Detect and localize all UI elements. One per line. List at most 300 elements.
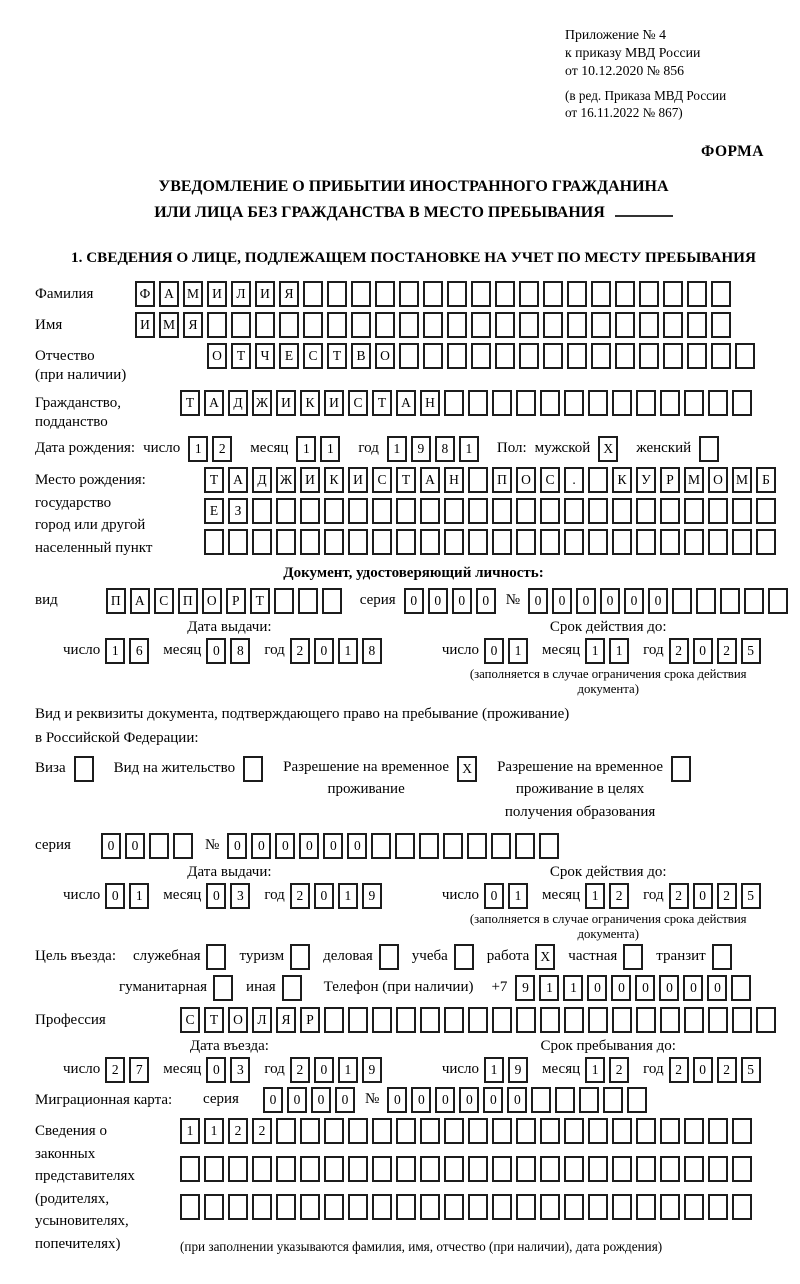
form-cell[interactable] [324,1194,344,1220]
form-cell[interactable]: И [255,281,275,307]
form-cell[interactable]: 0 [314,1057,334,1083]
form-cell[interactable]: 0 [484,638,504,664]
form-cell[interactable] [708,529,728,555]
form-cell[interactable] [324,1118,344,1144]
form-cell[interactable]: 2 [105,1057,125,1083]
form-cell[interactable]: 2 [290,1057,310,1083]
form-cell[interactable]: Т [372,390,392,416]
form-cell[interactable]: 0 [683,975,703,1001]
form-cell[interactable] [468,390,488,416]
form-cell[interactable]: 0 [624,588,644,614]
form-cell[interactable] [396,1156,416,1182]
form-cell[interactable] [207,312,227,338]
form-cell[interactable] [300,1194,320,1220]
form-cell[interactable]: 0 [552,588,572,614]
form-cell[interactable] [732,1194,752,1220]
form-cell[interactable] [252,1156,272,1182]
form-cell[interactable]: 9 [515,975,535,1001]
form-cell[interactable] [612,1156,632,1182]
form-cell[interactable]: 2 [290,883,310,909]
form-cell[interactable] [540,390,560,416]
form-cell[interactable] [300,529,320,555]
form-cell[interactable] [708,390,728,416]
form-cell[interactable] [322,588,342,614]
form-cell[interactable] [588,498,608,524]
form-cell[interactable] [372,1118,392,1144]
form-cell[interactable]: 0 [347,833,367,859]
form-cell[interactable] [564,1156,584,1182]
form-cell[interactable]: 2 [290,638,310,664]
form-cell[interactable] [492,529,512,555]
form-cell[interactable] [543,281,563,307]
form-cell[interactable] [372,1156,392,1182]
form-cell[interactable] [732,1007,752,1033]
form-cell[interactable]: 0 [476,588,496,614]
form-cell[interactable]: Т [250,588,270,614]
form-cell[interactable] [519,343,539,369]
form-cell[interactable] [396,1194,416,1220]
form-cell[interactable] [173,833,193,859]
form-cell[interactable] [696,588,716,614]
form-cell[interactable]: 1 [563,975,583,1001]
form-cell[interactable]: 0 [227,833,247,859]
form-cell[interactable] [540,1007,560,1033]
form-cell[interactable] [204,529,224,555]
form-cell[interactable] [423,281,443,307]
form-cell[interactable] [663,281,683,307]
form-cell[interactable] [636,529,656,555]
form-cell[interactable]: 5 [741,883,761,909]
form-cell[interactable] [228,529,248,555]
form-cell[interactable] [588,1007,608,1033]
form-cell[interactable]: 2 [669,883,689,909]
form-cell[interactable]: О [375,343,395,369]
form-cell[interactable] [684,1118,704,1144]
form-cell[interactable] [348,498,368,524]
form-cell[interactable]: М [159,312,179,338]
form-cell[interactable]: Ч [255,343,275,369]
form-cell[interactable] [228,1194,248,1220]
form-cell[interactable] [495,343,515,369]
form-cell[interactable]: И [135,312,155,338]
form-cell[interactable]: 0 [659,975,679,1001]
form-cell[interactable] [255,312,275,338]
form-cell[interactable]: 1 [585,1057,605,1083]
form-cell[interactable]: 0 [587,975,607,1001]
form-cell[interactable] [636,498,656,524]
form-cell[interactable] [732,1118,752,1144]
form-cell[interactable] [732,529,752,555]
form-cell[interactable]: Т [396,467,416,493]
form-cell[interactable] [372,498,392,524]
form-cell[interactable]: 0 [693,1057,713,1083]
form-cell[interactable] [564,390,584,416]
form-cell[interactable] [420,529,440,555]
form-cell[interactable] [276,498,296,524]
form-cell[interactable] [423,343,443,369]
form-cell[interactable] [756,529,776,555]
form-cell[interactable] [372,529,392,555]
form-cell[interactable]: 0 [387,1087,407,1113]
form-cell[interactable]: 1 [338,883,358,909]
form-cell[interactable] [468,1194,488,1220]
form-cell[interactable] [744,588,764,614]
form-cell[interactable] [420,1007,440,1033]
form-cell[interactable] [180,1156,200,1182]
form-cell[interactable] [279,312,299,338]
form-cell[interactable]: 2 [212,436,232,462]
form-cell[interactable] [708,1194,728,1220]
form-cell[interactable]: О [516,467,536,493]
form-cell[interactable]: 8 [435,436,455,462]
form-cell[interactable] [396,498,416,524]
form-cell[interactable]: 0 [484,883,504,909]
form-cell[interactable]: Т [180,390,200,416]
form-cell[interactable]: М [732,467,752,493]
form-cell[interactable]: 2 [252,1118,272,1144]
form-cell[interactable]: О [202,588,222,614]
form-cell[interactable] [708,498,728,524]
form-cell[interactable]: 0 [507,1087,527,1113]
form-cell[interactable]: К [324,467,344,493]
form-cell[interactable] [712,944,732,970]
form-cell[interactable] [444,1194,464,1220]
form-cell[interactable] [348,1194,368,1220]
form-cell[interactable] [708,1156,728,1182]
form-cell[interactable] [423,312,443,338]
form-cell[interactable]: 0 [125,833,145,859]
form-cell[interactable]: А [420,467,440,493]
form-cell[interactable] [756,498,776,524]
form-cell[interactable] [660,498,680,524]
form-cell[interactable] [420,498,440,524]
form-cell[interactable] [543,343,563,369]
form-cell[interactable]: 0 [314,638,334,664]
form-cell[interactable] [732,498,752,524]
form-cell[interactable]: 2 [669,1057,689,1083]
form-cell[interactable] [447,281,467,307]
form-cell[interactable] [564,529,584,555]
form-cell[interactable] [684,390,704,416]
form-cell[interactable] [540,1194,560,1220]
form-cell[interactable] [348,1007,368,1033]
form-cell[interactable] [348,1156,368,1182]
form-cell[interactable] [228,1156,248,1182]
form-cell[interactable]: Я [183,312,203,338]
form-cell[interactable] [564,1118,584,1144]
form-cell[interactable] [396,529,416,555]
form-cell[interactable]: 0 [251,833,271,859]
form-cell[interactable]: 3 [230,1057,250,1083]
form-cell[interactable]: 8 [362,638,382,664]
form-cell[interactable]: 0 [648,588,668,614]
form-cell[interactable] [615,343,635,369]
form-cell[interactable] [672,588,692,614]
form-cell[interactable] [588,1156,608,1182]
form-cell[interactable]: 1 [296,436,316,462]
form-cell[interactable] [627,1087,647,1113]
form-cell[interactable] [276,1156,296,1182]
form-cell[interactable] [471,281,491,307]
form-cell[interactable] [636,1156,656,1182]
form-cell[interactable]: 0 [404,588,424,614]
form-cell[interactable]: Т [327,343,347,369]
form-cell[interactable]: 1 [204,1118,224,1144]
form-cell[interactable] [399,281,419,307]
form-cell[interactable] [516,1007,536,1033]
form-cell[interactable] [603,1087,623,1113]
form-cell[interactable] [399,343,419,369]
form-cell[interactable]: 0 [452,588,472,614]
form-cell[interactable] [324,529,344,555]
form-cell[interactable] [204,1194,224,1220]
form-cell[interactable]: 0 [206,638,226,664]
form-cell[interactable] [660,390,680,416]
form-cell[interactable]: X [457,756,477,782]
form-cell[interactable]: С [180,1007,200,1033]
form-cell[interactable]: 8 [230,638,250,664]
form-cell[interactable] [699,436,719,462]
form-cell[interactable]: 1 [539,975,559,1001]
form-cell[interactable] [468,1156,488,1182]
form-cell[interactable]: Д [252,467,272,493]
form-cell[interactable]: Т [231,343,251,369]
form-cell[interactable] [636,390,656,416]
form-cell[interactable]: 7 [129,1057,149,1083]
form-cell[interactable] [531,1087,551,1113]
form-cell[interactable] [454,944,474,970]
form-cell[interactable] [671,756,691,782]
form-cell[interactable]: 0 [411,1087,431,1113]
form-cell[interactable] [555,1087,575,1113]
form-cell[interactable]: 0 [528,588,548,614]
form-cell[interactable]: С [372,467,392,493]
form-cell[interactable] [708,1007,728,1033]
form-cell[interactable] [660,1156,680,1182]
form-cell[interactable] [519,281,539,307]
form-cell[interactable] [351,281,371,307]
form-cell[interactable] [567,281,587,307]
form-cell[interactable]: Т [204,467,224,493]
form-cell[interactable]: И [207,281,227,307]
form-cell[interactable] [731,975,751,1001]
form-cell[interactable] [468,1007,488,1033]
form-cell[interactable] [684,1007,704,1033]
form-cell[interactable] [495,281,515,307]
form-cell[interactable]: И [324,390,344,416]
form-cell[interactable] [612,390,632,416]
form-cell[interactable]: 9 [411,436,431,462]
form-cell[interactable]: 0 [314,883,334,909]
form-cell[interactable] [204,1156,224,1182]
form-cell[interactable]: А [159,281,179,307]
form-cell[interactable] [371,833,391,859]
form-cell[interactable]: 1 [484,1057,504,1083]
form-cell[interactable] [395,833,415,859]
form-cell[interactable]: 0 [335,1087,355,1113]
form-cell[interactable]: Е [204,498,224,524]
form-cell[interactable]: 0 [428,588,448,614]
form-cell[interactable]: Т [204,1007,224,1033]
form-cell[interactable] [540,498,560,524]
form-cell[interactable] [591,281,611,307]
form-cell[interactable] [492,1156,512,1182]
form-cell[interactable]: 0 [105,883,125,909]
form-cell[interactable] [447,312,467,338]
form-cell[interactable] [231,312,251,338]
form-cell[interactable]: П [492,467,512,493]
form-cell[interactable] [274,588,294,614]
form-cell[interactable] [516,1156,536,1182]
form-cell[interactable]: 9 [508,1057,528,1083]
form-cell[interactable]: 1 [387,436,407,462]
form-cell[interactable] [684,529,704,555]
form-cell[interactable]: 0 [459,1087,479,1113]
form-cell[interactable] [687,281,707,307]
form-cell[interactable] [711,281,731,307]
form-cell[interactable] [492,390,512,416]
form-cell[interactable]: 1 [508,638,528,664]
form-cell[interactable] [492,1007,512,1033]
form-cell[interactable] [444,390,464,416]
form-cell[interactable]: И [276,390,296,416]
form-cell[interactable]: И [300,467,320,493]
form-cell[interactable] [348,529,368,555]
form-cell[interactable] [252,1194,272,1220]
form-cell[interactable]: Р [660,467,680,493]
form-cell[interactable] [591,312,611,338]
form-cell[interactable] [732,1156,752,1182]
form-cell[interactable] [612,1007,632,1033]
form-cell[interactable] [639,343,659,369]
form-cell[interactable]: А [130,588,150,614]
form-cell[interactable] [579,1087,599,1113]
form-cell[interactable]: С [348,390,368,416]
form-cell[interactable] [687,312,707,338]
form-cell[interactable]: П [106,588,126,614]
form-cell[interactable]: К [300,390,320,416]
form-cell[interactable] [467,833,487,859]
form-cell[interactable] [516,390,536,416]
form-cell[interactable]: 6 [129,638,149,664]
form-cell[interactable]: 1 [129,883,149,909]
form-cell[interactable]: 0 [299,833,319,859]
form-cell[interactable] [663,312,683,338]
form-cell[interactable]: 0 [483,1087,503,1113]
form-cell[interactable]: 2 [669,638,689,664]
form-cell[interactable]: 1 [609,638,629,664]
form-cell[interactable] [495,312,515,338]
form-cell[interactable]: Ж [276,467,296,493]
form-cell[interactable] [372,1194,392,1220]
form-cell[interactable] [540,529,560,555]
form-cell[interactable]: С [540,467,560,493]
form-cell[interactable] [324,498,344,524]
form-cell[interactable] [516,1194,536,1220]
form-cell[interactable] [180,1194,200,1220]
form-cell[interactable]: 0 [576,588,596,614]
form-cell[interactable]: 3 [230,883,250,909]
form-cell[interactable]: 0 [611,975,631,1001]
form-cell[interactable] [615,312,635,338]
form-cell[interactable] [243,756,263,782]
form-cell[interactable] [567,312,587,338]
form-cell[interactable]: Я [276,1007,296,1033]
form-cell[interactable] [420,1194,440,1220]
form-cell[interactable] [468,498,488,524]
form-cell[interactable] [711,343,731,369]
form-cell[interactable]: М [684,467,704,493]
form-cell[interactable] [149,833,169,859]
form-cell[interactable] [444,498,464,524]
form-cell[interactable] [515,833,535,859]
form-cell[interactable]: 1 [508,883,528,909]
form-cell[interactable] [327,312,347,338]
form-cell[interactable]: 0 [600,588,620,614]
form-cell[interactable] [591,343,611,369]
form-cell[interactable] [768,588,788,614]
form-cell[interactable]: 0 [635,975,655,1001]
form-cell[interactable] [720,588,740,614]
form-cell[interactable] [588,390,608,416]
form-cell[interactable]: 1 [188,436,208,462]
form-cell[interactable] [516,529,536,555]
form-cell[interactable] [516,498,536,524]
form-cell[interactable] [612,529,632,555]
form-cell[interactable]: С [303,343,323,369]
form-cell[interactable] [516,1118,536,1144]
form-cell[interactable] [564,498,584,524]
form-cell[interactable]: С [154,588,174,614]
form-cell[interactable]: 1 [105,638,125,664]
form-cell[interactable] [684,498,704,524]
form-cell[interactable] [420,1156,440,1182]
form-cell[interactable]: О [708,467,728,493]
form-cell[interactable]: 0 [206,883,226,909]
form-cell[interactable] [443,833,463,859]
form-cell[interactable]: 0 [206,1057,226,1083]
form-cell[interactable] [396,1118,416,1144]
form-cell[interactable] [687,343,707,369]
form-cell[interactable] [298,588,318,614]
form-cell[interactable] [444,1156,464,1182]
form-cell[interactable]: 5 [741,1057,761,1083]
form-cell[interactable] [663,343,683,369]
form-cell[interactable]: Н [420,390,440,416]
form-cell[interactable] [660,529,680,555]
form-cell[interactable]: П [178,588,198,614]
form-cell[interactable]: 1 [338,1057,358,1083]
form-cell[interactable]: 2 [717,1057,737,1083]
form-cell[interactable]: 2 [609,1057,629,1083]
form-cell[interactable]: X [598,436,618,462]
form-cell[interactable] [444,529,464,555]
form-cell[interactable] [327,281,347,307]
form-cell[interactable] [276,529,296,555]
form-cell[interactable] [612,1118,632,1144]
form-cell[interactable]: 0 [435,1087,455,1113]
form-cell[interactable] [276,1194,296,1220]
form-cell[interactable]: А [396,390,416,416]
form-cell[interactable]: И [348,467,368,493]
form-cell[interactable] [623,944,643,970]
form-cell[interactable] [684,1194,704,1220]
form-cell[interactable] [447,343,467,369]
form-cell[interactable] [636,1194,656,1220]
form-cell[interactable]: 9 [362,1057,382,1083]
form-cell[interactable] [252,529,272,555]
form-cell[interactable]: 1 [180,1118,200,1144]
